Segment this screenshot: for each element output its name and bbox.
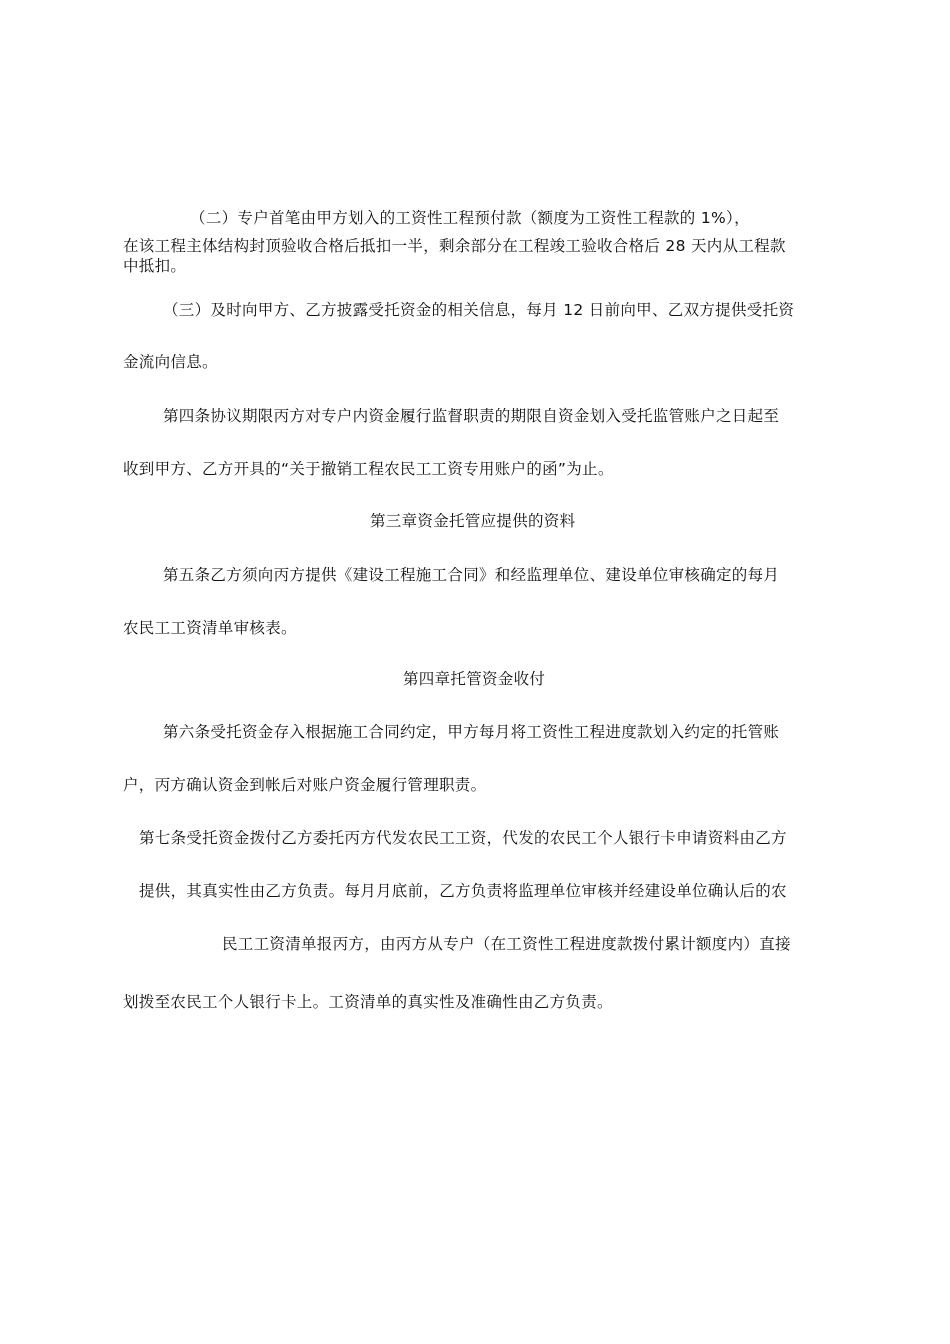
article-7-line-4: 划拨至农民工个人银行卡上。工资清单的真实性及准确性由乙方负责。 bbox=[123, 993, 613, 1011]
article-5-line-1: 第五条乙方须向丙方提供《建设工程施工合同》和经监理单位、建设单位审核确定的每月 bbox=[163, 566, 780, 584]
paragraph-2-line-2: 在该工程主体结构封顶验收合格后抵扣一半，剩余部分在工程竣工验收合格后 28 天内从工程款 bbox=[123, 237, 786, 255]
paragraph-2-line-3: 中抵扣。 bbox=[123, 257, 187, 275]
chapter-3-heading: 第三章资金托管应提供的资料 bbox=[370, 512, 576, 530]
article-7-line-3: 民工工资清单报丙方，由丙方从专户（在工资性工程进度款拨付累计额度内）直接 bbox=[222, 935, 791, 953]
article-4-line-2: 收到甲方、乙方开具的“关于撤销工程农民工工资专用账户的函”为止。 bbox=[123, 460, 614, 478]
paragraph-3-line-1: （三）及时向甲方、乙方披露受托资金的相关信息，每月 12 日前向甲、乙双方提供受托资 bbox=[163, 301, 795, 319]
chapter-4-heading: 第四章托管资金收付 bbox=[403, 670, 546, 688]
article-6-line-1: 第六条受托资金存入根据施工合同约定，甲方每月将工资性工程进度款划入约定的托管账 bbox=[163, 723, 780, 741]
article-5-line-2: 农民工工资清单审核表。 bbox=[123, 619, 297, 637]
paragraph-2-line-1: （二）专户首笔由甲方划入的工资性工程预付款（额度为工资性工程款的 1%）， bbox=[190, 209, 750, 227]
paragraph-3-line-2: 金流向信息。 bbox=[123, 353, 218, 371]
article-7-line-2: 提供，其真实性由乙方负责。每月月底前，乙方负责将监理单位审核并经建设单位确认后的农 bbox=[139, 882, 787, 900]
article-4-line-1: 第四条协议期限丙方对专户内资金履行监督职责的期限自资金划入受托监管账户之日起至 bbox=[163, 407, 780, 425]
article-7-line-1: 第七条受托资金拨付乙方委托丙方代发农民工工资，代发的农民工个人银行卡申请资料由乙方 bbox=[139, 829, 787, 847]
article-6-line-2: 户，丙方确认资金到帐后对账户资金履行管理职责。 bbox=[123, 776, 487, 794]
